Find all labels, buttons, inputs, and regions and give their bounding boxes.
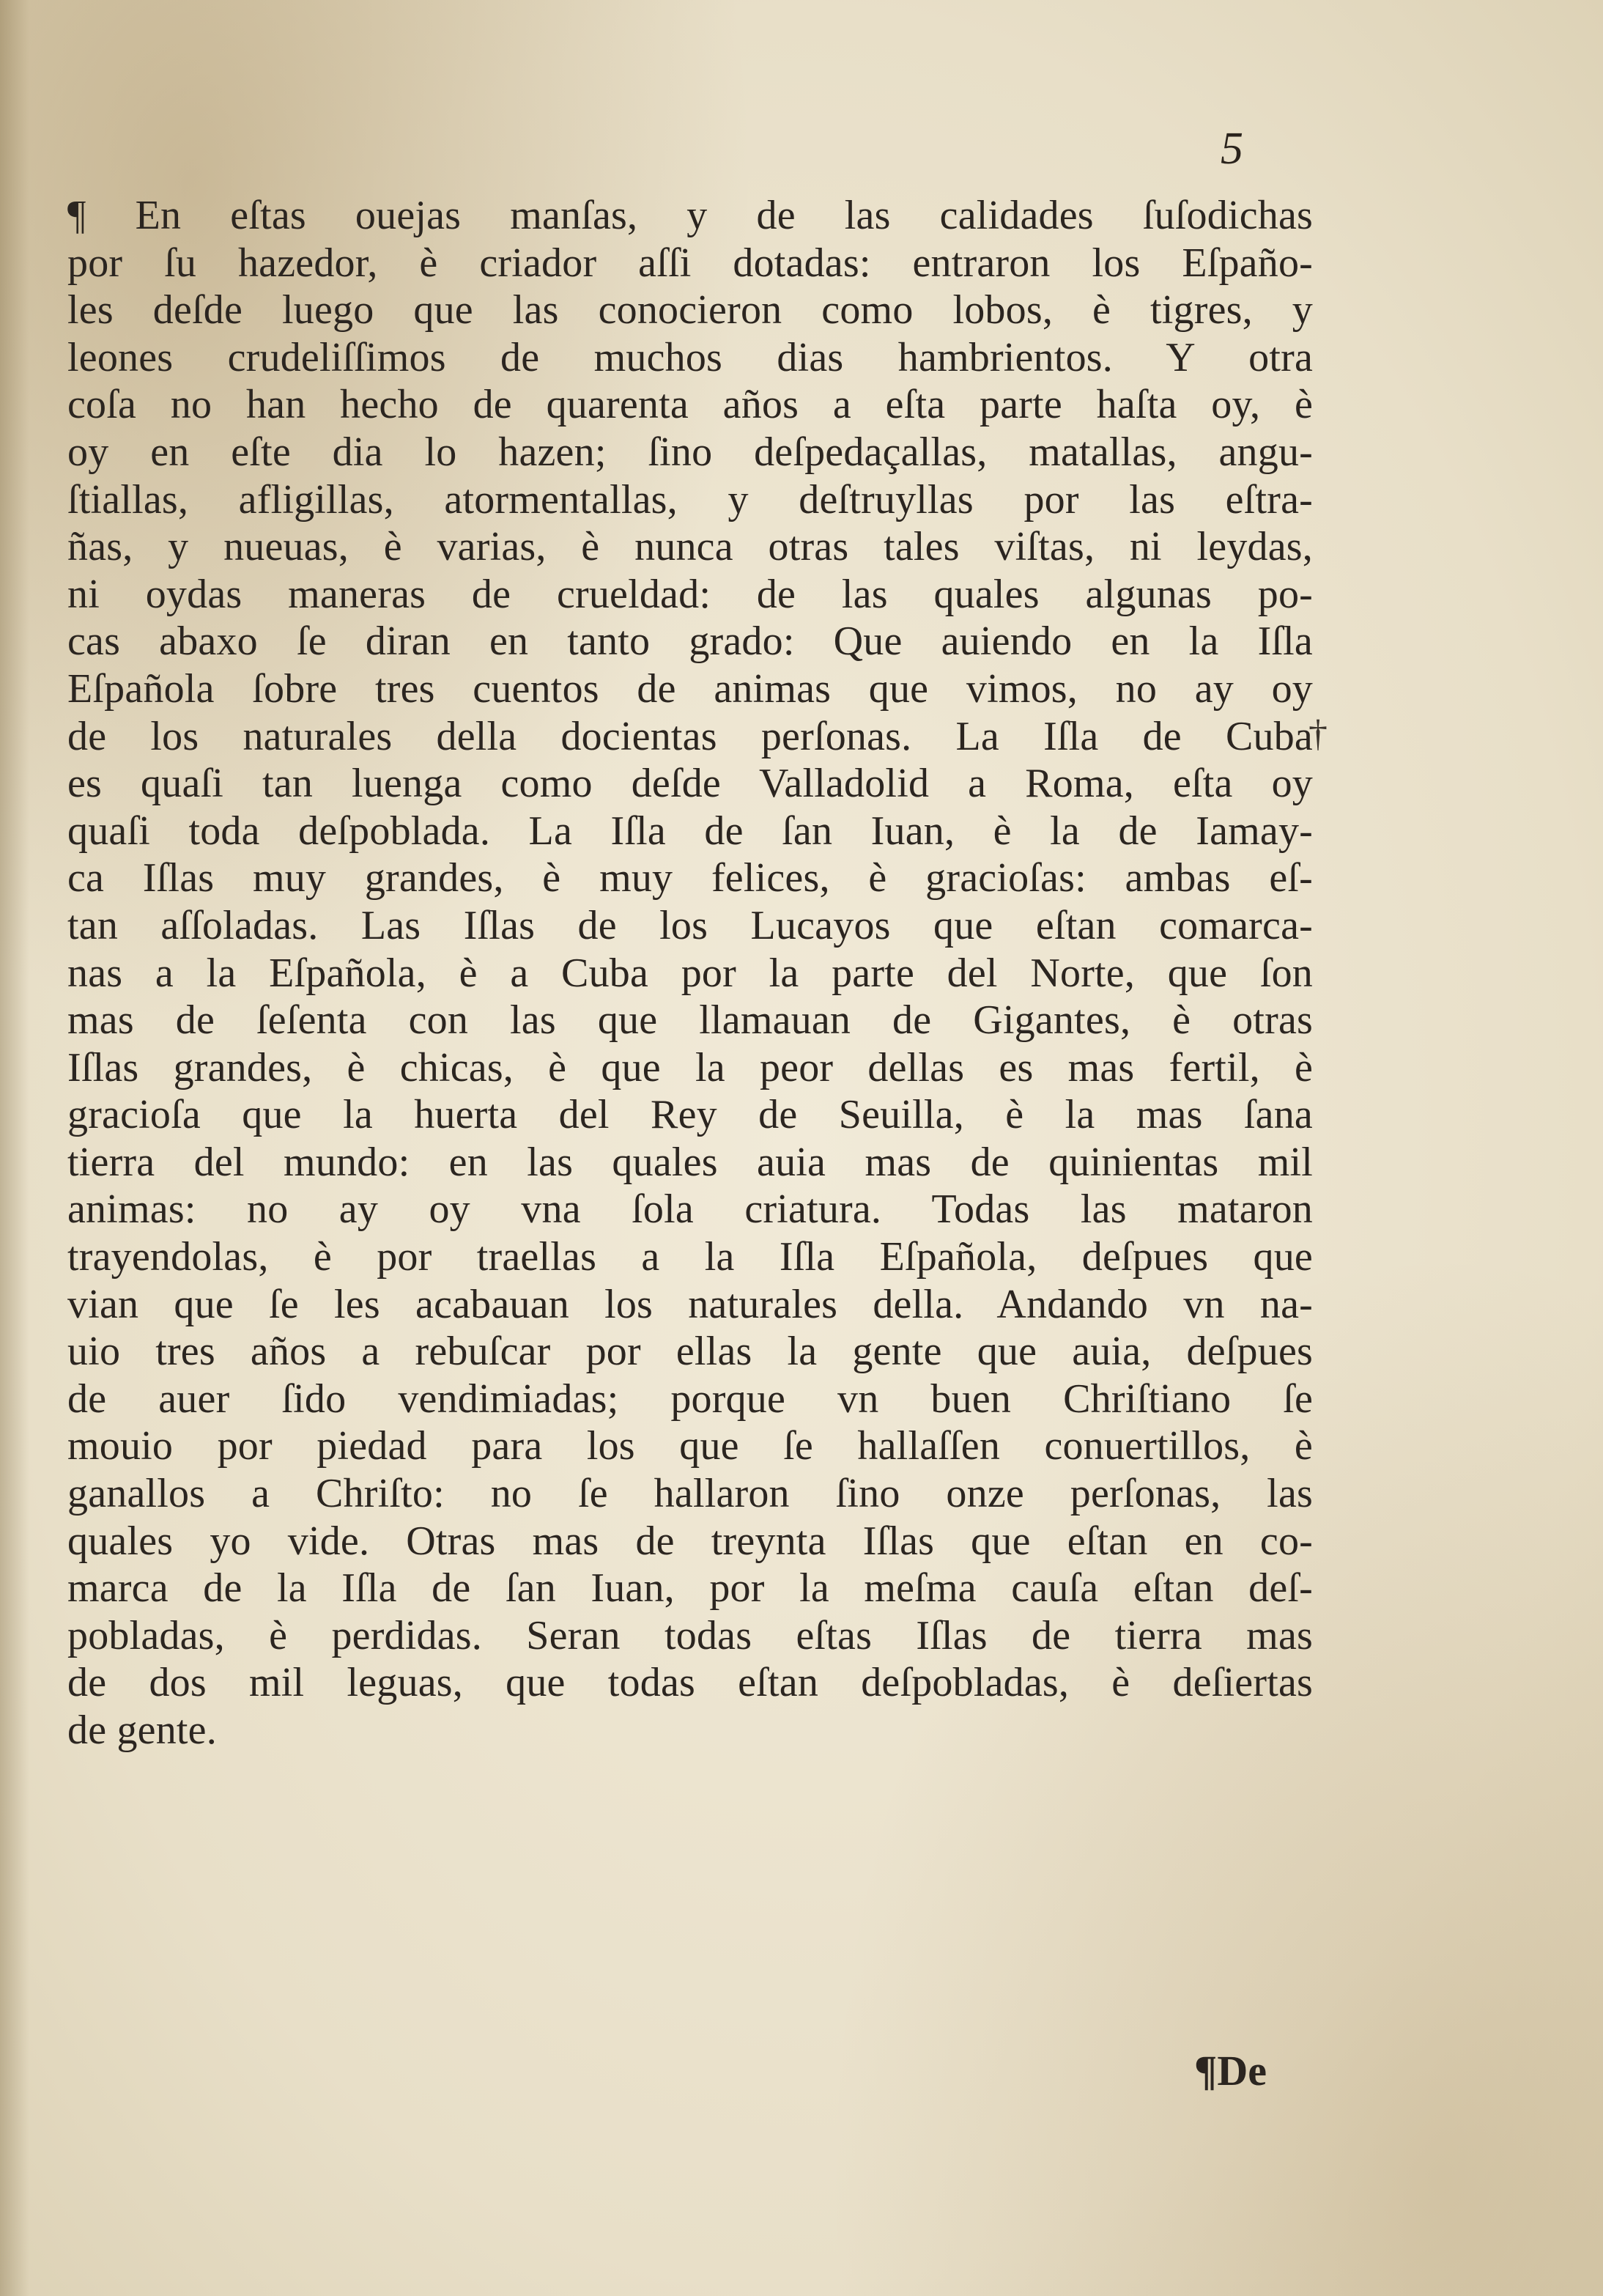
- text-line: de auer ſido vendimiadas; porque vn buen Chriſtiano ſe: [67, 1376, 1313, 1422]
- text-line: animas: no ay oy vna ſola criatura. Todas las mataron: [67, 1186, 1313, 1233]
- text-line: nas a la Eſpañola, è a Cuba por la parte del Norte, que ſon: [67, 950, 1313, 996]
- text-line: ñas, y nueuas, è varias, è nunca otras tales viſtas, ni leydas,: [67, 524, 1313, 570]
- text-line: Iſlas grandes, è chicas, è que la peor dellas es mas fertil, è: [67, 1044, 1313, 1090]
- text-line: ¶ En eſtas ouejas manſas, y de las calidades ſuſodichas: [67, 193, 1313, 238]
- text-line: por ſu hazedor, è criador aſſi dotadas: entraron los Eſpaño-: [67, 240, 1313, 286]
- catchword: ¶De: [1194, 2047, 1267, 2094]
- text-line: tan aſſoladas. Las Iſlas de los Lucayos que eſtan comarca-: [67, 902, 1313, 948]
- text-line: tierra del mundo: en las quales auia mas de quinientas mil: [67, 1139, 1313, 1185]
- text-line: ca Iſlas muy grandes, è muy felices, è gracioſas: ambas eſ-: [67, 855, 1313, 901]
- text-line: ni oydas maneras de crueldad: de las quales algunas po-: [67, 571, 1313, 617]
- text-line: mas de ſeſenta con las que llamauan de Gigantes, è otras: [67, 997, 1313, 1044]
- text-line: de los naturales della docientas perſonas. La Iſla de Cuba: [67, 713, 1313, 759]
- text-line: quales yo vide. Otras mas de treynta Iſlas que eſtan en co-: [67, 1518, 1313, 1564]
- text-line: les deſde luego que las conocieron como lobos, è tigres, y: [67, 287, 1313, 333]
- text-line: mouio por piedad para los que ſe hallaſſen conuertillos, è: [67, 1423, 1313, 1469]
- text-line: leones crudeliſſimos de muchos dias hambrientos. Y otra: [67, 334, 1313, 380]
- text-line: marca de la Iſla de ſan Iuan, por la meſma cauſa eſtan deſ-: [67, 1565, 1313, 1612]
- text-line: ganallos a Chriſto: no ſe hallaron ſino onze perſonas, las: [67, 1471, 1313, 1517]
- text-line: oy en eſte dia lo hazen; ſino deſpedaçallas, matallas, angu-: [67, 429, 1313, 475]
- body-text: [67, 192, 1313, 1754]
- text-line: cas abaxo ſe diran en tanto grado: Que auiendo en la Iſla: [67, 619, 1313, 665]
- text-line: es quaſi tan luenga como deſde Valladolid a Roma, eſta oy: [67, 761, 1313, 807]
- text-line: vian que ſe les acabauan los naturales della. Andando vn na-: [67, 1281, 1313, 1327]
- text-line: quaſi toda deſpoblada. La Iſla de ſan Iuan, è la de Iamay-: [67, 808, 1313, 854]
- text-line: de gente.: [67, 1708, 217, 1753]
- text-line: pobladas, è perdidas. Seran todas eſtas Iſlas de tierra mas: [67, 1612, 1313, 1658]
- text-line: de dos mil leguas, que todas eſtan deſpobladas, è deſiertas: [67, 1660, 1313, 1706]
- text-line: trayendolas, è por traellas a la Iſla Eſpañola, deſpues que: [67, 1234, 1313, 1280]
- page-number: 5: [1221, 124, 1243, 174]
- text-line: Eſpañola ſobre tres cuentos de animas que vimos, no ay oy: [67, 665, 1313, 712]
- text-line: uio tres años a rebuſcar por ellas la gente que auia, deſpues: [67, 1329, 1313, 1375]
- margin-cross-mark: †: [1308, 713, 1328, 755]
- text-line: gracioſa que la huerta del Rey de Seuilla, è la mas ſana: [67, 1092, 1313, 1138]
- text-line: coſa no han hecho de quarenta años a eſta parte haſta oy, è: [67, 382, 1313, 428]
- text-line: ſtiallas, afligillas, atormentallas, y deſtruyllas por las eſtra-: [67, 476, 1313, 523]
